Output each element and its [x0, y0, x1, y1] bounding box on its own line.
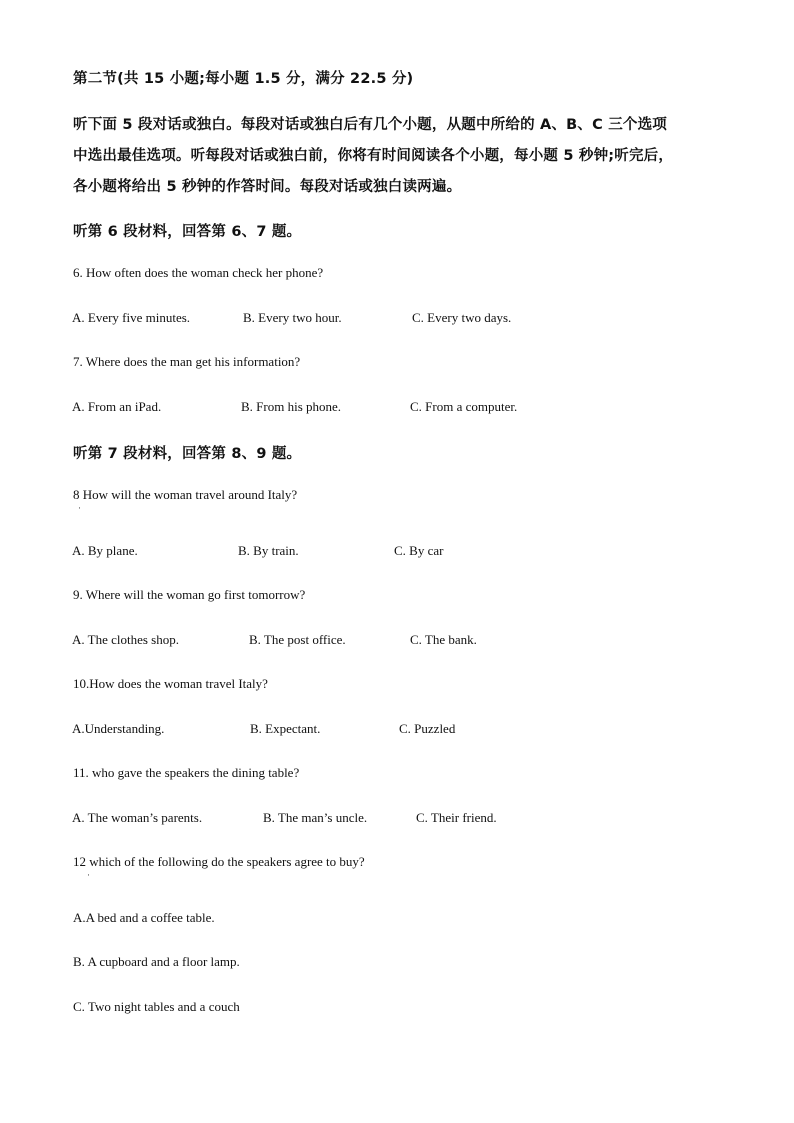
q7-option-b: B. From his phone. — [241, 399, 342, 414]
instructions-line-3: 各小题将给出 5 秒钟的作答时间。每段对话或独白读两遍。 — [73, 179, 462, 195]
section-header: 第二节(共 15 小题;每小题 1.5 分，满分 22.5 分) — [73, 71, 414, 87]
group-heading-8-9: 听第 7 段材料，回答第 8、9 题。 — [73, 446, 302, 462]
group-heading-6-7: 听第 6 段材料，回答第 6、7 题。 — [73, 224, 302, 240]
q6-option-b: B. Every two hour. — [243, 310, 342, 325]
q9-option-c: C. The bank. — [410, 632, 477, 647]
q12-option-a: A.A bed and a coffee table. — [73, 910, 215, 925]
question-12: 12 which of the following do the speakers agree to buy? — [73, 854, 365, 869]
instructions-line-1: 听下面 5 段对话或独白。每段对话或独白后有几个小题，从题中所给的 A、B、C 三个选项 — [73, 117, 667, 133]
question-6: 6. How often does the woman check her phone? — [73, 265, 324, 280]
question-8: 8 How will the woman travel around Italy? — [73, 487, 298, 502]
q6-option-a: A. Every five minutes. — [72, 310, 191, 325]
instructions-line-2: 中选出最佳选项。听每段对话或独白前，你将有时间阅读各个小题，每小题 5 秒钟;听完后， — [73, 148, 674, 164]
q11-option-a: A. The woman’s parents. — [72, 810, 203, 825]
q7-option-a: A. From an iPad. — [72, 399, 162, 414]
question-10: 10.How does the woman travel Italy? — [73, 676, 268, 691]
q10-option-b: B. Expectant. — [250, 721, 321, 736]
stray-dot-mark: · — [87, 870, 90, 880]
q10-option-a: A.Understanding. — [72, 721, 165, 736]
stray-dot-mark: · — [78, 503, 81, 513]
q6-option-c: C. Every two days. — [412, 310, 512, 325]
q11-option-b: B. The man’s uncle. — [263, 810, 368, 825]
q9-option-b: B. The post office. — [249, 632, 346, 647]
q12-option-b: B. A cupboard and a floor lamp. — [73, 954, 240, 969]
q10-option-c: C. Puzzled — [399, 721, 456, 736]
q8-option-b: B. By train. — [238, 543, 299, 558]
question-7: 7. Where does the man get his information? — [73, 354, 301, 369]
q8-option-c: C. By car — [394, 543, 444, 558]
q9-option-a: A. The clothes shop. — [72, 632, 179, 647]
question-11: 11. who gave the speakers the dining table? — [73, 765, 300, 780]
q8-option-a: A. By plane. — [72, 543, 138, 558]
question-9: 9. Where will the woman go first tomorrow? — [73, 587, 306, 602]
q11-option-c: C. Their friend. — [416, 810, 497, 825]
q7-option-c: C. From a computer. — [410, 399, 518, 414]
q12-option-c: C. Two night tables and a couch — [73, 999, 240, 1014]
